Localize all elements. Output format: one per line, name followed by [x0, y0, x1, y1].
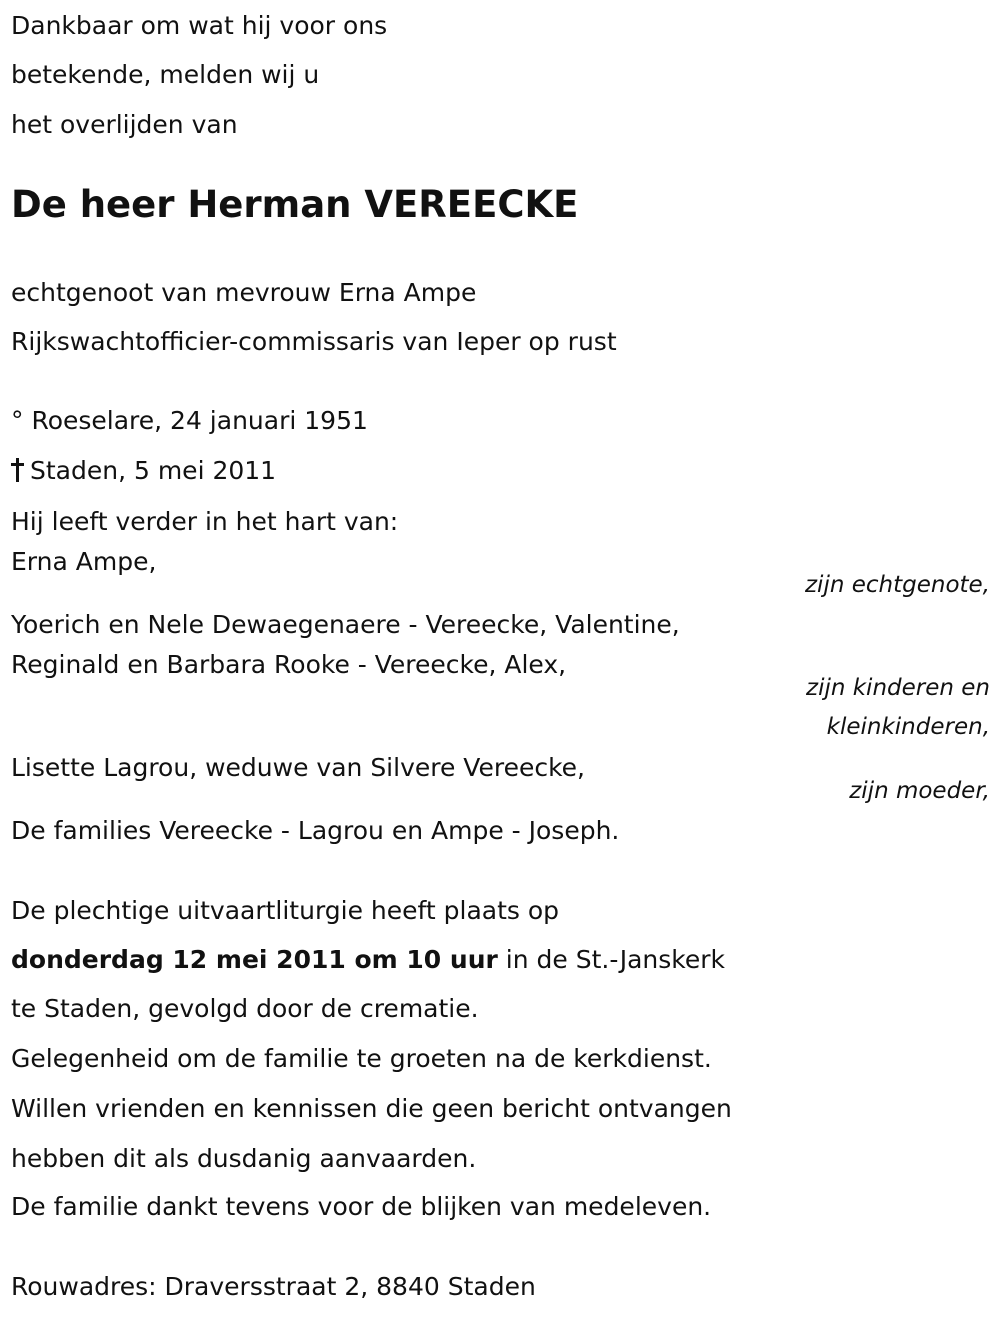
birth-line [11, 405, 368, 437]
deceased-name: De heer Herman VEREECKE [11, 183, 579, 226]
families-line: De families Vereecke - Lagrou en Ampe - Joseph. [11, 816, 620, 845]
children-role-1: zijn kinderen en [806, 675, 990, 701]
mourning-address: Rouwadres: Draversstraat 2, 8840 Staden [11, 1272, 536, 1301]
intro-line-3: het overlijden van [11, 110, 238, 139]
mother-name: Lisette Lagrou, weduwe van Silvere Vereecke, [11, 753, 585, 782]
children-role-2: kleinkinderen, [826, 714, 990, 740]
spouse-name: Erna Ampe, [11, 547, 157, 576]
birth-text: Roeselare, 24 januari 1951 [31, 406, 368, 435]
ceremony-line-6: hebben dit als dusdanig aanvaarden. [11, 1144, 477, 1173]
ceremony-location: in de St.-Janskerk [497, 945, 726, 974]
ceremony-line-3: te Staden, gevolgd door de crematie. [11, 994, 479, 1023]
ceremony-line-5: Willen vrienden en kennissen die geen bericht ontvangen [11, 1094, 732, 1123]
intro-line-2: betekende, melden wij u [11, 60, 320, 89]
ceremony-date: donderdag 12 mei 2011 om 10 uur [11, 945, 498, 974]
children-line-1: Yoerich en Nele Dewaegenaere - Vereecke, Valentine, [11, 610, 680, 639]
ceremony-line-4: Gelegenheid om de familie te groeten na de kerkdienst. [11, 1044, 712, 1073]
spouse-role: zijn echtgenote, [804, 572, 990, 598]
death-line [11, 455, 276, 487]
ceremony-line-7: De familie dankt tevens voor de blijken van medeleven. [11, 1192, 712, 1221]
death-text: Staden, 5 mei 2011 [30, 456, 277, 485]
birth-symbol: ° [11, 406, 24, 435]
mother-role: zijn moeder, [849, 778, 990, 804]
mourners-heading: Hij leeft verder in het hart van: [11, 507, 399, 536]
profession-line: Rijkswachtofficier-commissaris van Ieper op rust [11, 327, 617, 356]
ceremony-line-2 [11, 944, 725, 976]
children-line-2: Reginald en Barbara Rooke - Vereecke, Alex, [11, 650, 567, 679]
intro-line-1: Dankbaar om wat hij voor ons [11, 11, 388, 40]
spouse-line: echtgenoot van mevrouw Erna Ampe [11, 278, 477, 307]
cross-icon [11, 458, 24, 482]
ceremony-line-1: De plechtige uitvaartliturgie heeft plaats op [11, 896, 560, 925]
